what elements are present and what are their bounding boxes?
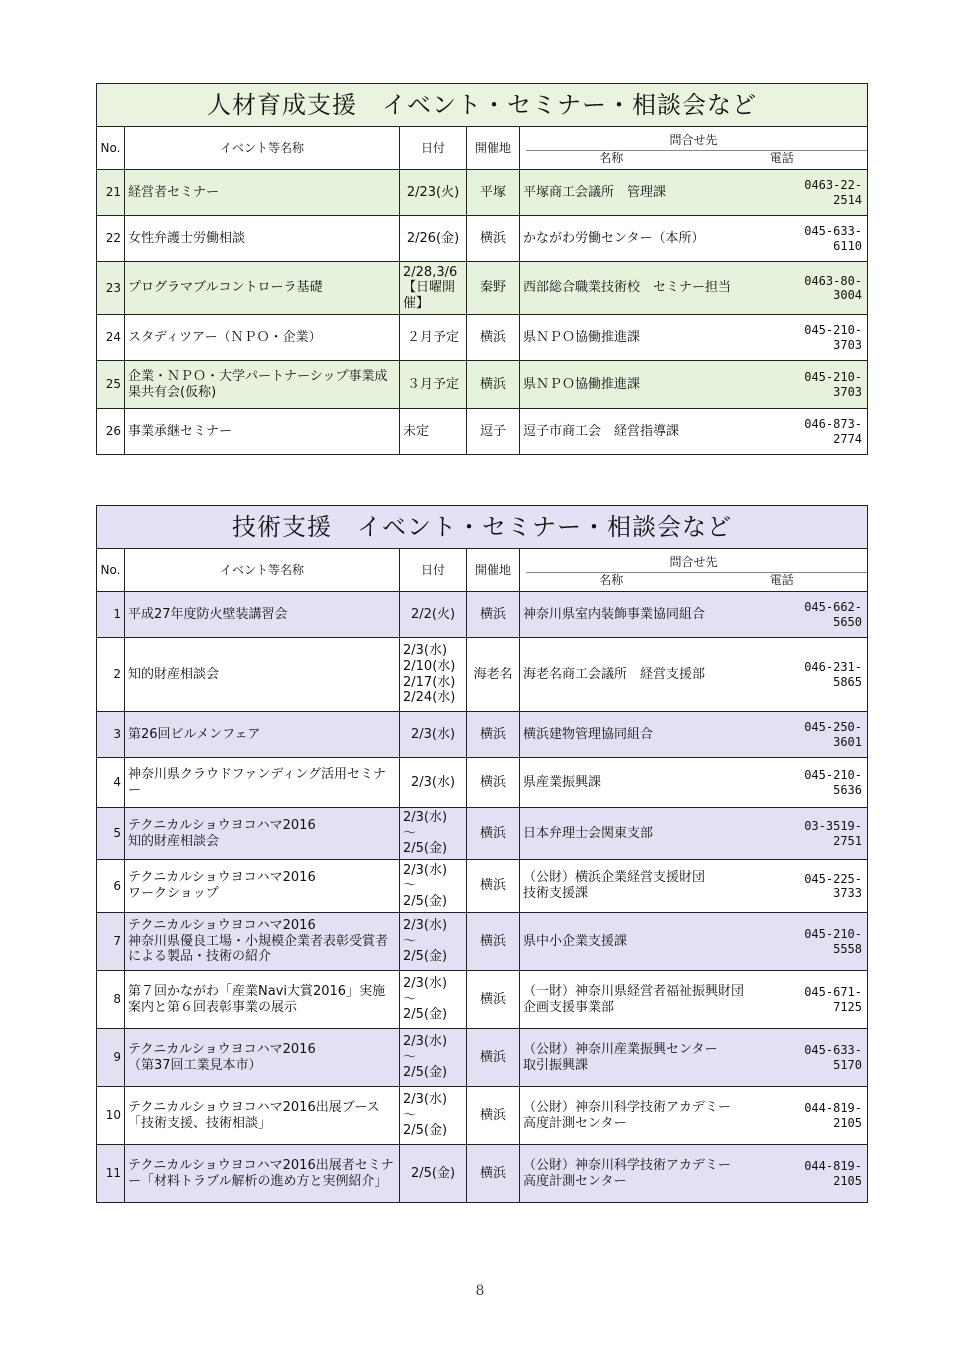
row-phone: 044-819-2105 <box>773 1087 868 1145</box>
header-contact-label: 問合せ先 <box>669 133 718 148</box>
row-no: 1 <box>97 592 125 638</box>
row-place: 横浜 <box>467 758 520 808</box>
row-event-name: プログラマブルコントローラ基礎 <box>125 262 400 315</box>
row-phone: 045-210-3703 <box>773 315 868 361</box>
table-row <box>97 592 868 638</box>
row-date: 未定 <box>400 409 467 455</box>
table-row <box>97 361 868 409</box>
row-contact-org: （公財）神奈川科学技術アカデミー 高度計測センター <box>520 1145 773 1203</box>
row-event-name: テクニカルショウヨコハマ2016 神奈川県優良工場・小規模企業者表彰受賞者による製品・技術の紹介 <box>125 913 400 971</box>
row-place: 海老名 <box>467 638 520 712</box>
table-row <box>97 170 868 216</box>
row-contact-org: （公財）横浜企業経営支援財団 技術支援課 <box>520 860 773 913</box>
row-date: 2/3(水) ～ 2/5(金) <box>400 971 467 1029</box>
row-date: 2/3(水) ～ 2/5(金) <box>400 913 467 971</box>
table-row <box>97 808 868 860</box>
row-contact-org: 県ＮＰＯ協働推進課 <box>520 361 773 409</box>
row-no: 7 <box>97 913 125 971</box>
row-event-name: 企業・ＮＰＯ・大学パートナーシップ事業成果共有会(仮称) <box>125 361 400 409</box>
row-phone: 045-225-3733 <box>773 860 868 913</box>
row-contact-org: 県中小企業支援課 <box>520 913 773 971</box>
row-event-name: 知的財産相談会 <box>125 638 400 712</box>
table-row <box>97 1087 868 1145</box>
row-no: 11 <box>97 1145 125 1203</box>
row-event-name: 事業承継セミナー <box>125 409 400 455</box>
row-place: 横浜 <box>467 1087 520 1145</box>
row-no: 4 <box>97 758 125 808</box>
row-contact-org: 西部総合職業技術校 セミナー担当 <box>520 262 773 315</box>
header-contact <box>520 549 868 592</box>
row-place: 横浜 <box>467 1145 520 1203</box>
row-no: 24 <box>97 315 125 361</box>
row-contact-org: 日本弁理士会関東支部 <box>520 808 773 860</box>
header-place: 開催地 <box>467 549 520 592</box>
row-contact-org: 県産業振興課 <box>520 758 773 808</box>
row-event-name: テクニカルショウヨコハマ2016出展者セミナー「材料トラブル解析の進め方と実例紹介」 <box>125 1145 400 1203</box>
header-no: No. <box>97 549 125 592</box>
table-body <box>97 592 868 1203</box>
row-event-name: テクニカルショウヨコハマ2016 ワークショップ <box>125 860 400 913</box>
tech-support-events-table <box>96 505 868 1203</box>
row-no: 2 <box>97 638 125 712</box>
row-no: 22 <box>97 216 125 262</box>
row-phone: 045-662-5650 <box>773 592 868 638</box>
row-place: 逗子 <box>467 409 520 455</box>
row-date: 2/3(水) ～ 2/5(金) <box>400 1087 467 1145</box>
row-phone: 045-210-3703 <box>773 361 868 409</box>
table-body <box>97 170 868 455</box>
row-place: 横浜 <box>467 913 520 971</box>
row-phone: 045-633-6110 <box>773 216 868 262</box>
row-phone: 0463-80-3004 <box>773 262 868 315</box>
row-no: 9 <box>97 1029 125 1087</box>
row-no: 5 <box>97 808 125 860</box>
header-phone: 電話 <box>769 572 794 587</box>
row-contact-org: 神奈川県室内装飾事業協同組合 <box>520 592 773 638</box>
header-event-name: イベント等名称 <box>125 549 400 592</box>
row-place: 平塚 <box>467 170 520 216</box>
header-date: 日付 <box>400 127 467 170</box>
header-place: 開催地 <box>467 127 520 170</box>
row-date: 2/5(金) <box>400 1145 467 1203</box>
row-date: 2/3(水) 2/10(水) 2/17(水) 2/24(水) <box>400 638 467 712</box>
page-number: 8 <box>475 1283 485 1299</box>
row-place: 横浜 <box>467 592 520 638</box>
row-date: 2/3(水) ～ 2/5(金) <box>400 860 467 913</box>
row-date: 2/23(火) <box>400 170 467 216</box>
row-date: 2/3(水) ～ 2/5(金) <box>400 808 467 860</box>
row-place: 横浜 <box>467 712 520 758</box>
row-contact-org: 海老名商工会議所 経営支援部 <box>520 638 773 712</box>
row-phone: 046-231-5865 <box>773 638 868 712</box>
row-no: 6 <box>97 860 125 913</box>
row-phone: 044-819-2105 <box>773 1145 868 1203</box>
row-phone: 045-671-7125 <box>773 971 868 1029</box>
table-row <box>97 638 868 712</box>
row-date: 2/3(水) <box>400 758 467 808</box>
row-date: 2/3(水) ～ 2/5(金) <box>400 1029 467 1087</box>
row-phone: 0463-22-2514 <box>773 170 868 216</box>
table-row <box>97 216 868 262</box>
row-date: 2/26(金) <box>400 216 467 262</box>
table-row <box>97 1145 868 1203</box>
table-title: 人材育成支援 イベント・セミナー・相談会など <box>97 84 868 127</box>
row-contact-org: 横浜建物管理協同組合 <box>520 712 773 758</box>
table-row <box>97 262 868 315</box>
row-date: ２月予定 <box>400 315 467 361</box>
table-row <box>97 315 868 361</box>
table-row <box>97 712 868 758</box>
row-event-name: 平成27年度防火壁装講習会 <box>125 592 400 638</box>
row-no: 21 <box>97 170 125 216</box>
row-contact-org: 県ＮＰＯ協働推進課 <box>520 315 773 361</box>
table-row <box>97 409 868 455</box>
table-row <box>97 758 868 808</box>
header-contact-name: 名称 <box>599 150 624 165</box>
row-event-name: 神奈川県クラウドファンディング活用セミナー <box>125 758 400 808</box>
row-event-name: テクニカルショウヨコハマ2016 （第37回工業見本市） <box>125 1029 400 1087</box>
table-row <box>97 1029 868 1087</box>
row-no: 3 <box>97 712 125 758</box>
header-date: 日付 <box>400 549 467 592</box>
row-no: 23 <box>97 262 125 315</box>
table-title: 技術支援 イベント・セミナー・相談会など <box>97 506 868 549</box>
header-contact-name: 名称 <box>599 572 624 587</box>
row-contact-org: （一財）神奈川県経営者福祉振興財団 企画支援事業部 <box>520 971 773 1029</box>
row-no: 10 <box>97 1087 125 1145</box>
row-no: 26 <box>97 409 125 455</box>
row-no: 8 <box>97 971 125 1029</box>
row-phone: 045-250-3601 <box>773 712 868 758</box>
row-date: 2/3(水) <box>400 712 467 758</box>
table-row <box>97 971 868 1029</box>
header-no: No. <box>97 127 125 170</box>
row-place: 横浜 <box>467 860 520 913</box>
row-contact-org: 平塚商工会議所 管理課 <box>520 170 773 216</box>
header-phone: 電話 <box>769 150 794 165</box>
row-contact-org: かながわ労働センター（本所） <box>520 216 773 262</box>
row-place: 横浜 <box>467 216 520 262</box>
row-event-name: 第７回かながわ「産業Navi大賞2016」実施案内と第６回表彰事業の展示 <box>125 971 400 1029</box>
header-event-name: イベント等名称 <box>125 127 400 170</box>
row-event-name: テクニカルショウヨコハマ2016 知的財産相談会 <box>125 808 400 860</box>
row-place: 秦野 <box>467 262 520 315</box>
table-row <box>97 860 868 913</box>
row-place: 横浜 <box>467 971 520 1029</box>
row-place: 横浜 <box>467 1029 520 1087</box>
row-place: 横浜 <box>467 315 520 361</box>
row-event-name: 女性弁護士労働相談 <box>125 216 400 262</box>
row-phone: 03-3519-2751 <box>773 808 868 860</box>
header-contact <box>520 127 868 170</box>
row-no: 25 <box>97 361 125 409</box>
row-date: 2/28,3/6【日曜開催】 <box>400 262 467 315</box>
row-event-name: テクニカルショウヨコハマ2016出展ブース「技術支援、技術相談」 <box>125 1087 400 1145</box>
row-phone: 045-210-5636 <box>773 758 868 808</box>
row-place: 横浜 <box>467 808 520 860</box>
row-event-name: スタディツアー（ＮＰＯ・企業） <box>125 315 400 361</box>
row-contact-org: （公財）神奈川科学技術アカデミー 高度計測センター <box>520 1087 773 1145</box>
row-phone: 045-210-5558 <box>773 913 868 971</box>
row-event-name: 第26回ビルメンフェア <box>125 712 400 758</box>
table-row <box>97 913 868 971</box>
row-contact-org: 逗子市商工会 経営指導課 <box>520 409 773 455</box>
row-event-name: 経営者セミナー <box>125 170 400 216</box>
row-date: 2/2(火) <box>400 592 467 638</box>
row-date: ３月予定 <box>400 361 467 409</box>
row-place: 横浜 <box>467 361 520 409</box>
hr-development-events-table <box>96 83 868 455</box>
row-phone: 046-873-2774 <box>773 409 868 455</box>
row-phone: 045-633-5170 <box>773 1029 868 1087</box>
header-contact-label: 問合せ先 <box>669 555 718 570</box>
row-contact-org: （公財）神奈川産業振興センター 取引振興課 <box>520 1029 773 1087</box>
